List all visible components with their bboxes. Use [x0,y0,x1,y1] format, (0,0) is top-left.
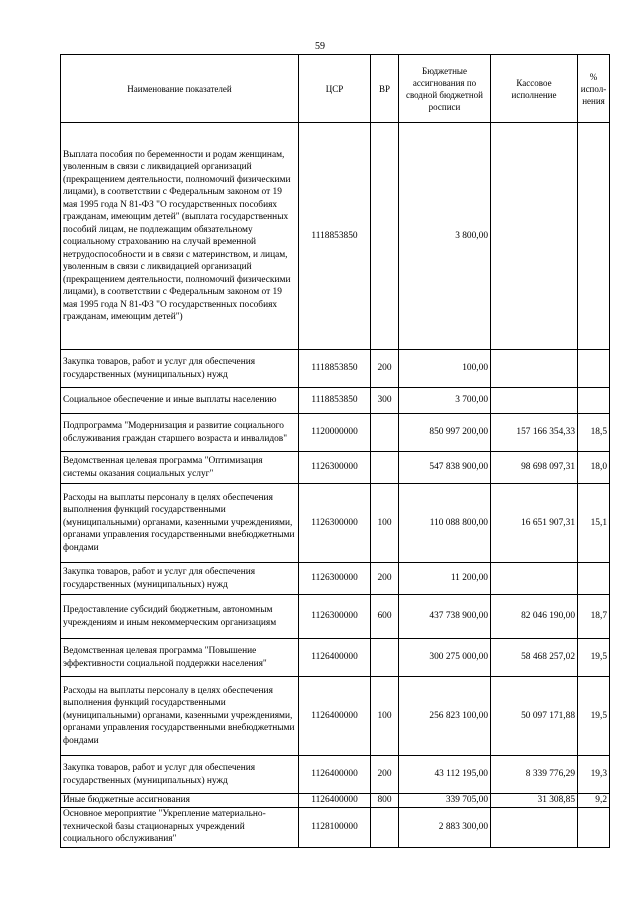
row-vr: 100 [371,677,399,756]
row-vr: 800 [371,794,399,808]
row-cash: 98 698 097,31 [491,452,578,484]
row-pct: 18,7 [578,595,610,639]
row-budget: 3 700,00 [399,388,491,414]
table-row [61,350,610,388]
row-vr [371,639,399,677]
row-cash [491,350,578,388]
row-cash [491,807,578,847]
row-vr: 200 [371,563,399,595]
row-budget: 547 838 900,00 [399,452,491,484]
row-pct: 18,5 [578,414,610,452]
row-name: Ведомственная целевая программа "Повышение эффективности социальной поддержки населения" [61,639,299,677]
row-name: Закупка товаров, работ и услуг для обеспечения государственных (муниципальных) нужд [61,350,299,388]
row-budget: 100,00 [399,350,491,388]
row-csr: 1126300000 [299,563,371,595]
row-vr: 200 [371,756,399,794]
row-csr: 1128100000 [299,807,371,847]
row-cash: 58 468 257,02 [491,639,578,677]
table-row [61,595,610,639]
row-name: Расходы на выплаты персоналу в целях обеспечения выполнения функций государственными (муниципальными) органами, казенными учреждениями, органами управления государственными внебюджетными фондами [61,677,299,756]
row-budget: 3 800,00 [399,123,491,350]
row-budget: 339 705,00 [399,794,491,808]
row-pct: 19,5 [578,639,610,677]
row-csr: 1126300000 [299,452,371,484]
row-cash: 8 339 776,29 [491,756,578,794]
row-vr [371,807,399,847]
row-cash [491,563,578,595]
row-budget: 256 823 100,00 [399,677,491,756]
row-csr: 1126400000 [299,794,371,808]
table-row [61,563,610,595]
header-vr: ВР [371,55,399,123]
row-csr: 1118853850 [299,123,371,350]
row-pct [578,350,610,388]
header-pct: % испол-нения [578,55,610,123]
row-budget: 850 997 200,00 [399,414,491,452]
row-cash [491,388,578,414]
row-vr: 200 [371,350,399,388]
row-name: Ведомственная целевая программа "Оптимизация системы оказания социальных услуг" [61,452,299,484]
row-cash: 82 046 190,00 [491,595,578,639]
row-budget: 437 738 900,00 [399,595,491,639]
row-name: Выплата пособия по беременности и родам женщинам, уволенным в связи с ликвидацией организаций (прекращением деятельности, полномочий физическими лицами), в соответствии с Федеральным законом от 19 мая 1995 года N 81-ФЗ "О государственных пособиях гражданам, имеющим детей" (выплата государственных пособий лицам, не подлежащим обязательному социальному страхованию на случай временной нетрудоспособности и в связи с материнством, и лицам, уволенным в связи с ликвидацией организаций (прекращением деятельности, полномочий физическими лицами), в соответствии с Федеральным законом от 19 мая 1995 года N 81-ФЗ "О государственных пособиях гражданам, имеющим детей") [61,123,299,350]
row-pct [578,807,610,847]
row-csr: 1118853850 [299,388,371,414]
row-budget: 110 088 800,00 [399,484,491,563]
row-name: Подпрограмма "Модернизация и развитие социального обслуживания граждан старшего возраста и инвалидов" [61,414,299,452]
row-budget: 11 200,00 [399,563,491,595]
row-pct: 19,5 [578,677,610,756]
row-pct [578,563,610,595]
row-csr: 1118853850 [299,350,371,388]
row-vr: 300 [371,388,399,414]
row-cash: 50 097 171,88 [491,677,578,756]
row-pct: 15,1 [578,484,610,563]
table-row [61,388,610,414]
header-csr: ЦСР [299,55,371,123]
row-name: Социальное обеспечение и иные выплаты населению [61,388,299,414]
row-csr: 1120000000 [299,414,371,452]
row-name: Закупка товаров, работ и услуг для обеспечения государственных (муниципальных) нужд [61,756,299,794]
table-row [61,677,610,756]
row-budget: 300 275 000,00 [399,639,491,677]
row-vr [371,123,399,350]
header-budget: Бюджетные ассигнования по сводной бюджетной росписи [399,55,491,123]
row-name: Иные бюджетные ассигнования [61,794,299,808]
row-csr: 1126300000 [299,595,371,639]
row-csr: 1126400000 [299,756,371,794]
row-csr: 1126300000 [299,484,371,563]
row-pct [578,123,610,350]
row-vr [371,452,399,484]
row-name: Основное мероприятие "Укрепление материально-технической базы стационарных учреждений социального обслуживания" [61,807,299,847]
header-cash: Кассовое исполнение [491,55,578,123]
row-pct: 19,3 [578,756,610,794]
row-pct: 18,0 [578,452,610,484]
table-row [61,123,610,350]
row-pct [578,388,610,414]
row-vr [371,414,399,452]
row-name: Предоставление субсидий бюджетным, автономным учреждениям и иным некоммерческим организациям [61,595,299,639]
row-budget: 2 883 300,00 [399,807,491,847]
row-name: Закупка товаров, работ и услуг для обеспечения государственных (муниципальных) нужд [61,563,299,595]
budget-table [60,54,610,848]
table-row [61,414,610,452]
header-row [61,55,610,123]
row-csr: 1126400000 [299,639,371,677]
table-row [61,639,610,677]
row-cash [491,123,578,350]
row-budget: 43 112 195,00 [399,756,491,794]
page-number: 59 [315,41,325,52]
row-name: Расходы на выплаты персоналу в целях обеспечения выполнения функций государственными (муниципальными) органами, казенными учреждениями, органами управления государственными внебюджетными фондами [61,484,299,563]
row-pct: 9,2 [578,794,610,808]
row-cash: 16 651 907,31 [491,484,578,563]
table-row [61,807,610,847]
table-row [61,452,610,484]
row-vr: 100 [371,484,399,563]
row-vr: 600 [371,595,399,639]
header-name: Наименование показателей [61,55,299,123]
row-cash: 31 308,85 [491,794,578,808]
table-row [61,794,610,808]
table-row [61,484,610,563]
row-csr: 1126400000 [299,677,371,756]
row-cash: 157 166 354,33 [491,414,578,452]
table-row [61,756,610,794]
